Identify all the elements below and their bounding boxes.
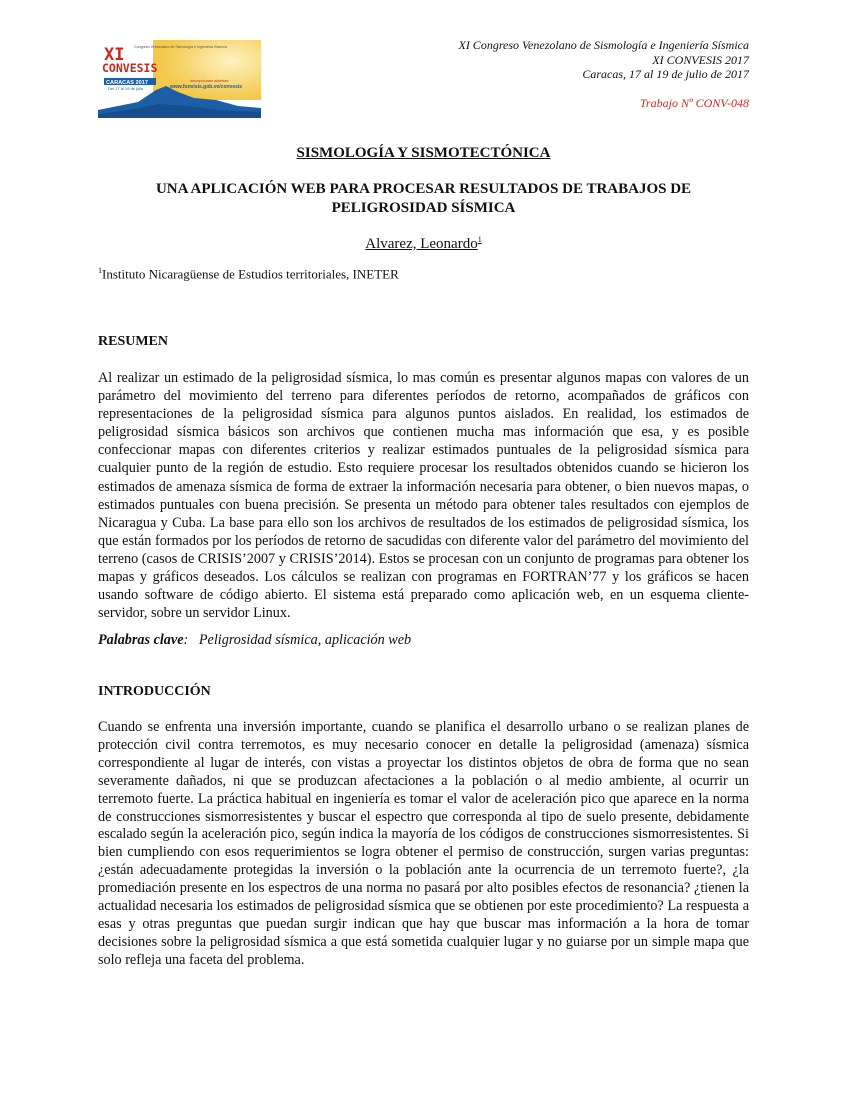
logo-tagline: Congreso Venezolano de Sismología e Ingeniería Sísmica xyxy=(134,45,227,49)
affiliation xyxy=(98,266,399,282)
keywords-text: Peligrosidad sísmica, aplicación web xyxy=(198,632,412,648)
author-line xyxy=(98,235,749,253)
paper-title-line-1: UNA APLICACIÓN WEB PARA PROCESAR RESULTADOS DE TRABAJOS DE xyxy=(155,181,692,197)
conference-header xyxy=(458,38,749,110)
author-superscript: 1 xyxy=(477,235,482,244)
logo-numeral: XI xyxy=(104,45,125,65)
work-number: Trabajo Nº CONV-048 xyxy=(639,95,749,110)
keywords-line xyxy=(98,632,411,649)
paper-title-line-2: PELIGROSIDAD SÍSMICA xyxy=(331,200,516,216)
introduction-heading: INTRODUCCIÓN xyxy=(98,684,211,699)
abstract-paragraph: Al realizar un estimado de la peligrosidad sísmica, lo mas común es presentar algunos mapas con valores de un parámetro del movimiento del terreno para diferentes períodos de retorno, acompañados de gráficos con representaciones de la peligrosidad sísmica para algunos puntos aislados. En realidad, los estimados de peligrosidad sísmica básicos son archivos que contienen mucha mas información que esa, y es posible confeccionar mapas con diferentes criterios y realizar estimados puntuales de la peligrosidad sísmica para cualquier punto de la región de estudio. Esto requiere procesar los resultados obtenidos cuando se hicieron los estimados de amenaza sísmica de forma de extraer la información necesaria para obtener, o bien nuevos mapas, o estimados puntuales con buena precisión. Se presenta un método para obtener tales resultados con ejemplos de Nicaragua y Cuba. La base para ello son los archivos de resultados de los estimados de peligrosidad sísmica, los que están formados por los períodos de retorno de sacudidas con diferente valor del parámetro del movimiento del terreno (casos de CRISIS’2007 y CRISIS’2014). Estos se procesan con un conjunto de programas para obtener los mapas y gráficos deseados. Los cálculos se realizan con programas en FORTRAN’77 y los gráficos se hacen usando software de código abierto. El sistema está preparado como aplicación web, en un esquema cliente-servidor, sobre un servidor Linux. xyxy=(98,370,749,622)
paper-title xyxy=(98,180,749,218)
affiliation-superscript: 1 xyxy=(98,266,102,275)
conference-logo xyxy=(98,40,261,118)
logo-signup: inscripciones abiertas xyxy=(190,78,229,83)
conference-edition: XI CONVESIS 2017 xyxy=(652,52,749,67)
keywords-label: Palabras clave xyxy=(98,632,184,648)
affiliation-text: Instituto Nicaragüense de Estudios territoriales, INETER xyxy=(102,266,399,282)
logo-name: CONVESIS xyxy=(102,61,158,75)
abstract-heading: RESUMEN xyxy=(98,334,169,349)
author-name: Alvarez, Leonardo xyxy=(365,236,478,252)
logo-dates: Del 17 al 19 de julio xyxy=(108,86,144,91)
introduction-paragraph: Cuando se enfrenta una inversión importante, cuando se planifica el desarrollo urbano o se realizan planes de protección civil contra terremotos, es muy necesario conocer en detalle la peligrosidad (amenaza) sísmica correspondiente al lugar de interés, con vistas a proyectar los distintos objetos de obra de forma que no sean severamente dañados, ni que se produzcan afectaciones a la población o al medio ambiente, al ocurrir un terremoto fuerte. La práctica habitual en ingeniería es tomar el valor de aceleración pico que aparece en la norma de construcciones sismorresistentes y buscar el espectro que corresponda al tipo de suelo presente, debidamente escalado según la aceleración pico, según indica la mayoría de los códigos de construcciones sismorresistentes. Si bien cumpliendo con esos requerimientos se logra obtener el permiso de construcción, surgen varias preguntas: ¿están adecuadamente protegidas la inversión o la población ante la ocurrencia de un terremoto fuerte?, ¿la promediación presente en los espectros de una norma no pasará por alto posibles efectos de resonancia? ¿tienen la actualidad necesaria los estimados de peligrosidad sísmica que se obtienen por este procedimiento? La respuesta a esas y otras preguntas que puedan surgir indican que hay que buscar mas información a la hora de tomar decisiones sobre la peligrosidad sísmica a que está sometida cualquier lugar y no guiarse por un simple mapa que solo refleja una faceta del problema. xyxy=(98,719,749,968)
section-title: SISMOLOGÍA Y SISMOTECTÓNICA xyxy=(296,145,551,161)
logo-url: www.funvisis.gob.ve/convesis xyxy=(170,84,243,90)
conference-place-date: Caracas, 17 al 19 de julio de 2017 xyxy=(582,67,749,81)
conference-name: XI Congreso Venezolano de Sismología e Ingeniería Sísmica xyxy=(458,38,749,52)
keywords-colon: : xyxy=(183,632,189,648)
logo-city-year: CARACAS 2017 xyxy=(106,79,148,86)
